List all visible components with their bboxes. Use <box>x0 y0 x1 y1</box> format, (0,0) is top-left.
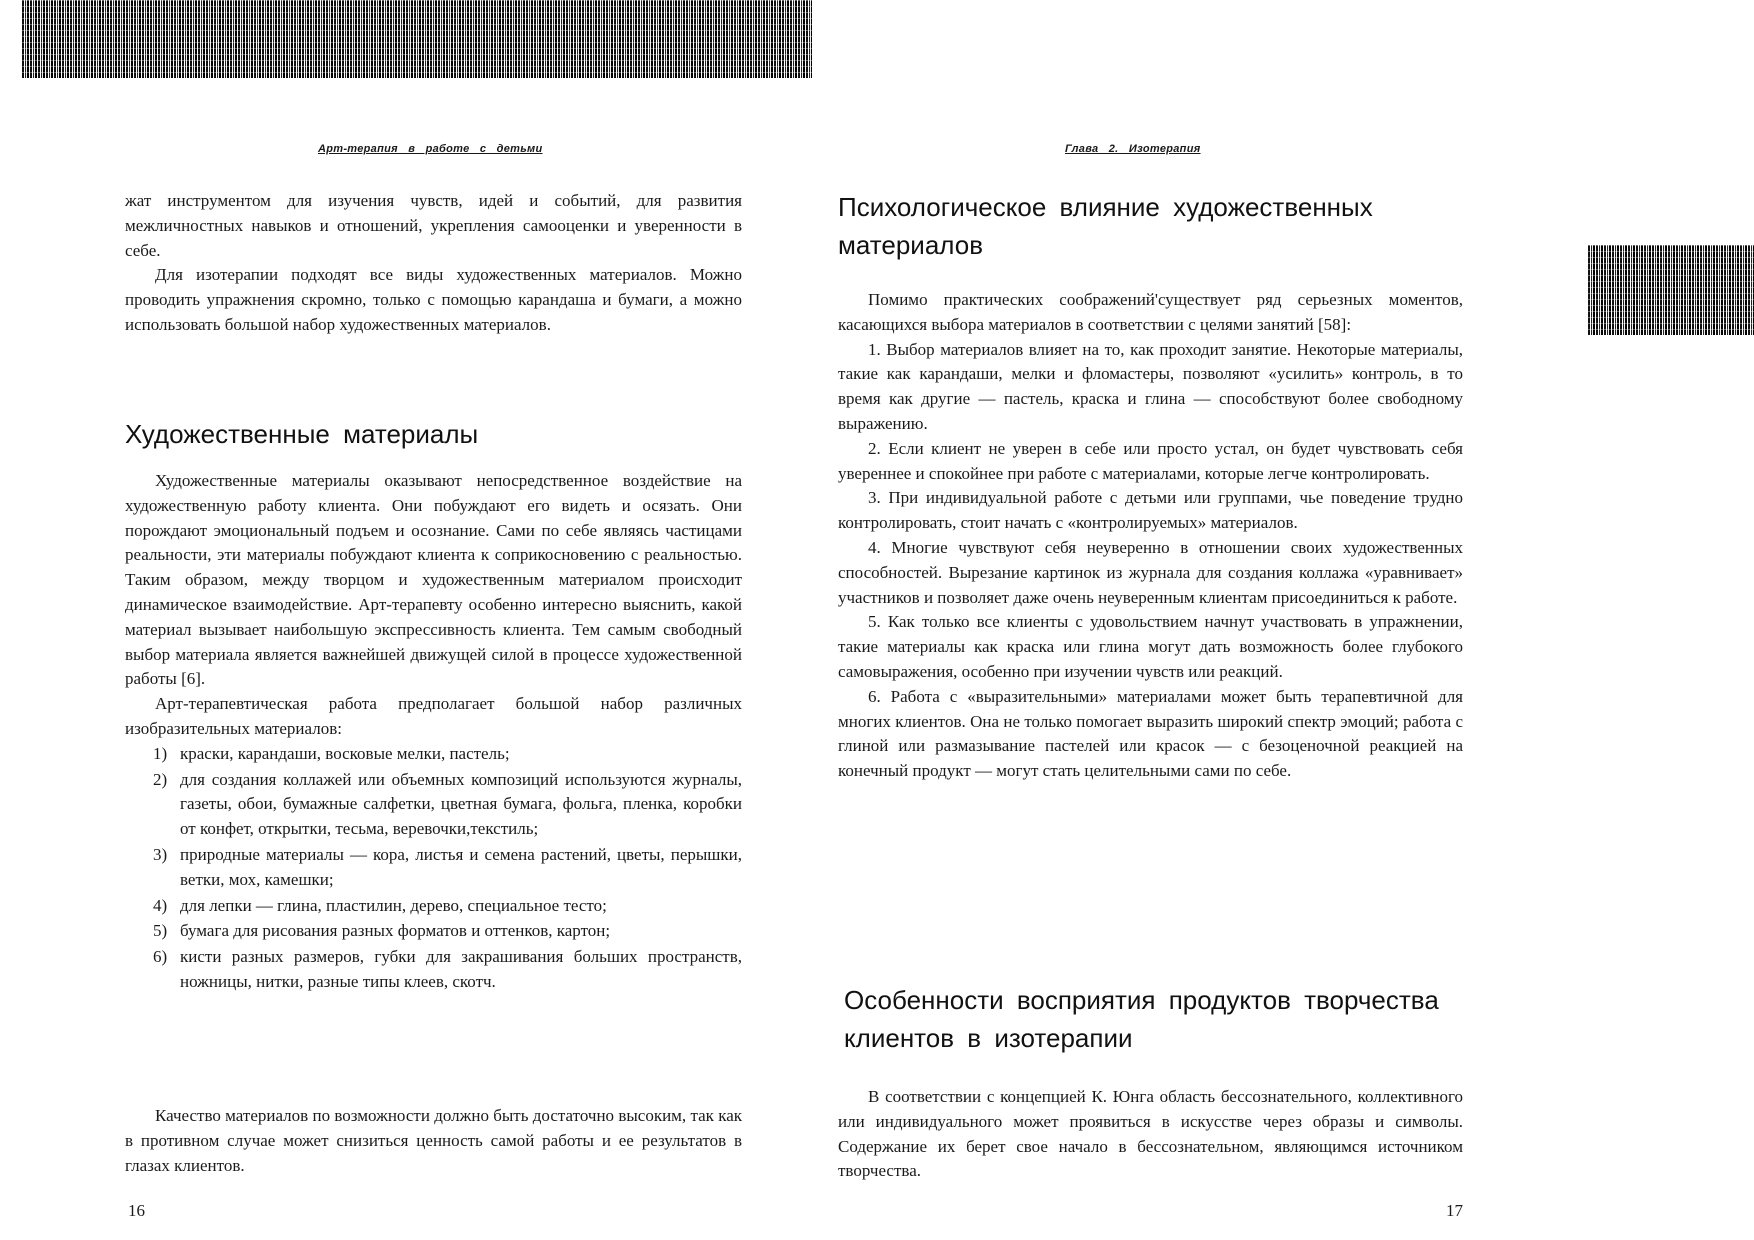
paragraph: Художественные материалы оказывают непосредственное воздействие на художественную работу клиента. Они побуждают его видеть и осязать. Они порождают эмоциональный подъем и осознание. Сами по себе являясь частицами реальности, эти материалы побуждают клиента к соприкосновению с реальностью. Таким образом, между творцом и художественным материалом происходит динамическое взаимодействие. Арт-терапевту особенно интересно выяснить, какой материал вызывает наибольшую экспрессивность клиента. Тем самым свободный выбор материала является важнейшей движущей силой в процессе художественной работы [6]. <box>125 471 742 689</box>
paragraph: В соответствии с концепцией К. Юнга область бессознательного, коллективного или индивидуального может проявиться в искусстве через образы и символы. Содержание их берет свое начало в бессознательном, являющимся источником творчества. <box>838 1087 1463 1181</box>
list-item <box>125 768 742 842</box>
list-item-number: 2) <box>153 769 168 789</box>
numbered-point: 6. Работа с «выразительными» материалами может быть терапевтичной для многих клиентов. Она не только помогает выразить широкий спектр эмоций; работа с глиной или размазывание пастелей или красок — с безоценочной реакцией на конечный продукт — могут стать целительными сами по себе. <box>838 686 1463 781</box>
section-heading-art-materials: Художественные материалы <box>125 419 479 449</box>
paragraph: жат инструментом для изучения чувств, идей и событий, для развития межличностных навыков и отношений, укрепления самооценки и уверенности в себе. <box>125 191 742 260</box>
list-item-number: 1) <box>153 743 168 763</box>
numbered-point: 2. Если клиент не уверен в себе или просто устал, он будет чувствовать себя увереннее и спокойнее при работе с материалами, которые легче контролировать. <box>838 438 1463 483</box>
list-item-number: 3) <box>153 844 168 864</box>
numbered-point: 5. Как только все клиенты с удовольствием начнут участвовать в упражнении, такие материалы как краска или глина могут дать возможность более глубокого самовыражения, особенно при изучении чувств или реакций. <box>838 612 1463 681</box>
right-text-block-1 <box>838 288 1463 784</box>
numbered-point: 1. Выбор материалов влияет на то, как проходит занятие. Некоторые материалы, такие как карандаши, мелки и фломастеры, позволяют «усилить» контроль, в то время как другие — пастель, краска и глина — способствуют более свободному выражению. <box>838 339 1463 433</box>
list-item-text: для создания коллажей или объемных композиций используются журналы, газеты, обои, бумажные салфетки, цветная бумага, фольга, пленка, коробки от конфет, открытки, тесьма, веревочки,текстиль; <box>180 769 742 839</box>
list-item <box>125 945 742 995</box>
paragraph: Для изотерапии подходят все виды художественных материалов. Можно проводить упражнения скромно, только с помощью карандаша и бумаги, а можно использовать большой набор художественных материалов. <box>125 265 742 334</box>
list-item-number: 6) <box>153 947 168 967</box>
page-number-left: 16 <box>128 1201 145 1220</box>
materials-list <box>125 742 742 995</box>
paragraph: Качество материалов по возможности должно быть достаточно высоким, так как в противном случае может снизиться ценность самой работы и ее результатов в глазах клиентов. <box>125 1106 742 1175</box>
list-item <box>125 742 742 767</box>
paragraph: Помимо практических соображений'существует ряд серьезных моментов, касающихся выбора материалов в соответствии с целями занятий [58]: <box>838 290 1463 334</box>
numbered-point: 4. Многие чувствуют себя неуверенно в отношении своих художественных способностей. Вырезание картинок из журнала для создания коллажа «уравнивает» участников и позволяет даже очень неуверенным клиентам присоединиться к работе. <box>838 537 1463 607</box>
left-text-block-1 <box>125 189 742 338</box>
list-item <box>125 843 742 893</box>
list-item <box>125 919 742 944</box>
list-item-number: 5) <box>153 921 168 941</box>
list-item-text: бумага для рисования разных форматов и оттенков, картон; <box>180 921 611 941</box>
running-head-right: Глава 2. Изотерапия <box>1065 143 1201 155</box>
scan-artifact-right <box>1588 245 1754 335</box>
page-number-right: 17 <box>1446 1201 1463 1220</box>
section-heading-perception-features: Особенности восприятия продуктов творчества клиентов в изотерапии <box>844 985 1439 1053</box>
right-text-block-2 <box>838 1085 1463 1184</box>
left-text-block-2 <box>125 469 742 996</box>
left-text-block-3 <box>125 1104 742 1178</box>
list-item <box>125 894 742 919</box>
scan-artifact-top <box>22 0 812 78</box>
section-heading-psych-influence: Психологическое влияние художественных материалов <box>838 192 1373 260</box>
list-item-text: кисти разных размеров, губки для закрашивания больших пространств, ножницы, нитки, разные типы клеев, скотч. <box>180 947 742 991</box>
list-item-number: 4) <box>153 895 168 915</box>
list-item-text: краски, карандаши, восковые мелки, пастель; <box>180 743 510 763</box>
list-item-text: природные материалы — кора, листья и семена растений, цветы, перышки, ветки, мох, камешки; <box>180 844 742 889</box>
running-head-left: Арт-терапия в работе с детьми <box>318 143 543 155</box>
numbered-point: 3. При индивидуальной работе с детьми или группами, чье поведение трудно контролировать, стоит начать с «контролируемых» материалов. <box>838 488 1463 533</box>
paragraph: Арт-терапевтическая работа предполагает большой набор различных изобразительных материалов: <box>125 694 742 738</box>
list-item-text: для лепки — глина, пластилин, дерево, специальное тесто; <box>180 895 607 915</box>
